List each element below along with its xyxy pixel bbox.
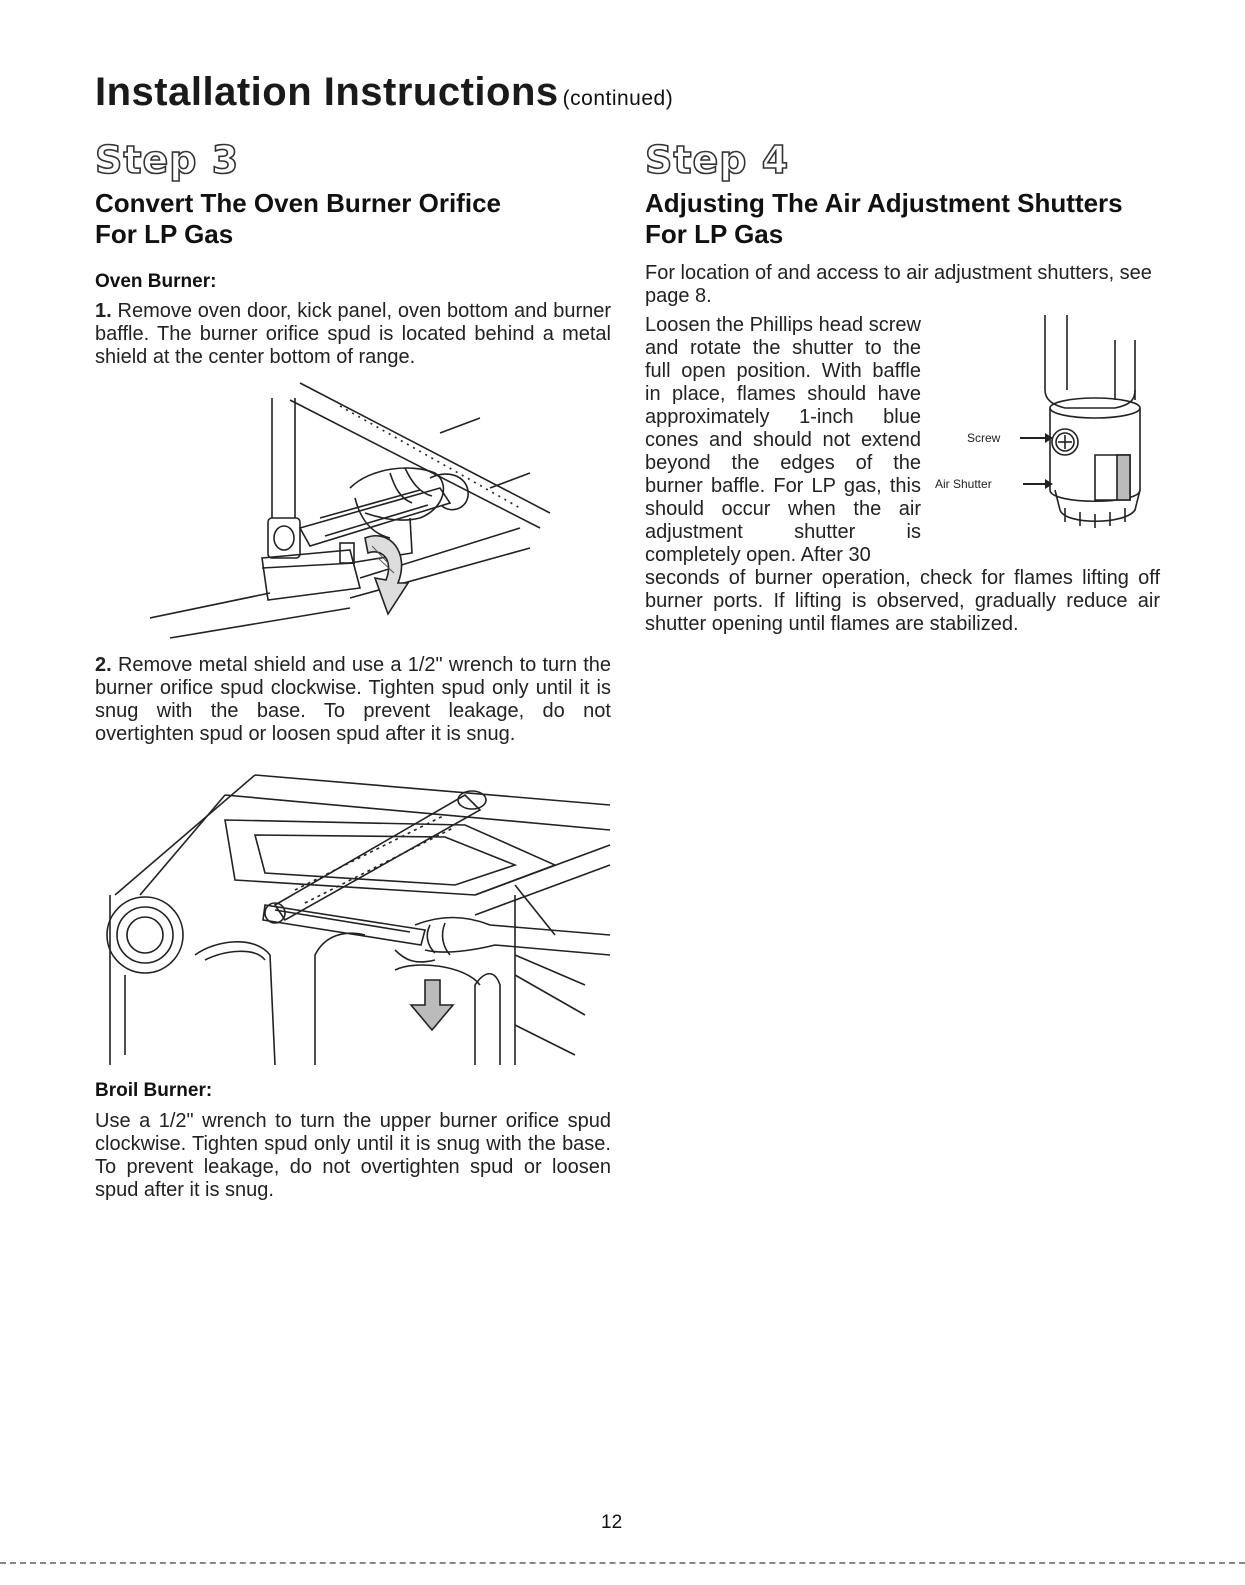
- oven-burner-heading: Oven Burner:: [95, 271, 217, 292]
- para-1-number: 1.: [95, 300, 112, 322]
- para-1-text: Remove oven door, kick panel, oven bottom and burner baffle. The burner orifice spud is located behind a metal shield at the center bottom of range.: [95, 300, 612, 368]
- step-4-title-line2: For LP Gas: [645, 219, 784, 249]
- para-2-number: 2.: [95, 654, 112, 676]
- broil-burner-text: Use a 1/2" wrench to turn the upper burner orifice spud clockwise. Tighten spud only until it is snug with the base. To prevent leakage, do not overtighten spud or loosen spud after it is snug.: [95, 1110, 611, 1201]
- step-3-title-line1: Convert The Oven Burner Orifice: [95, 188, 501, 218]
- step-3-label: Step 3: [95, 138, 240, 182]
- page-title-continued: (continued): [562, 87, 674, 110]
- oven-orifice-wrench-illustration: [150, 378, 570, 646]
- broil-burner-wrench-illustration: [95, 755, 615, 1065]
- step-4-title-line1: Adjusting The Air Adjustment Shutters: [645, 188, 1123, 218]
- step-4-title: [645, 188, 1205, 250]
- step-3-title: [95, 188, 635, 250]
- step-3-para-2: [95, 654, 611, 746]
- step-4-body-wrapped: Loosen the Phillips head screw and rotate the shutter to the full open position. With baffle in place, flames should have approximately 1-inch blue cones and should not extend beyond the edges of the burner baffle. For LP gas, this should occur when the air adjustment shutter is completely open. After 30: [645, 314, 921, 566]
- para-2-text: Remove metal shield and use a 1/2" wrench to turn the burner orifice spud clockwise. Tighten spud only until it is snug with the base. To prevent leakage, do not overtighten spud or loosen spud after it is snug.: [95, 654, 612, 745]
- step-4-label: Step 4: [645, 138, 790, 182]
- page-title: [95, 70, 673, 115]
- air-shutter-label: Air Shutter: [935, 477, 992, 491]
- step-4-body-full: seconds of burner operation, check for flames lifting off burner ports. If lifting is observed, gradually reduce air shutter opening until flames are stabilized.: [645, 567, 1160, 635]
- scan-edge-rule: [0, 1562, 1245, 1564]
- broil-burner-heading: Broil Burner:: [95, 1080, 213, 1101]
- step-4-intro: For location of and access to air adjustment shutters, see page 8.: [645, 262, 1152, 307]
- air-shutter-illustration: [935, 310, 1165, 540]
- page-number: 12: [601, 1512, 623, 1533]
- page-title-main: Installation Instructions: [95, 70, 559, 114]
- step-3-para-1: [95, 300, 611, 369]
- screw-label: Screw: [967, 431, 1001, 445]
- step-3-title-line2: For LP Gas: [95, 219, 234, 249]
